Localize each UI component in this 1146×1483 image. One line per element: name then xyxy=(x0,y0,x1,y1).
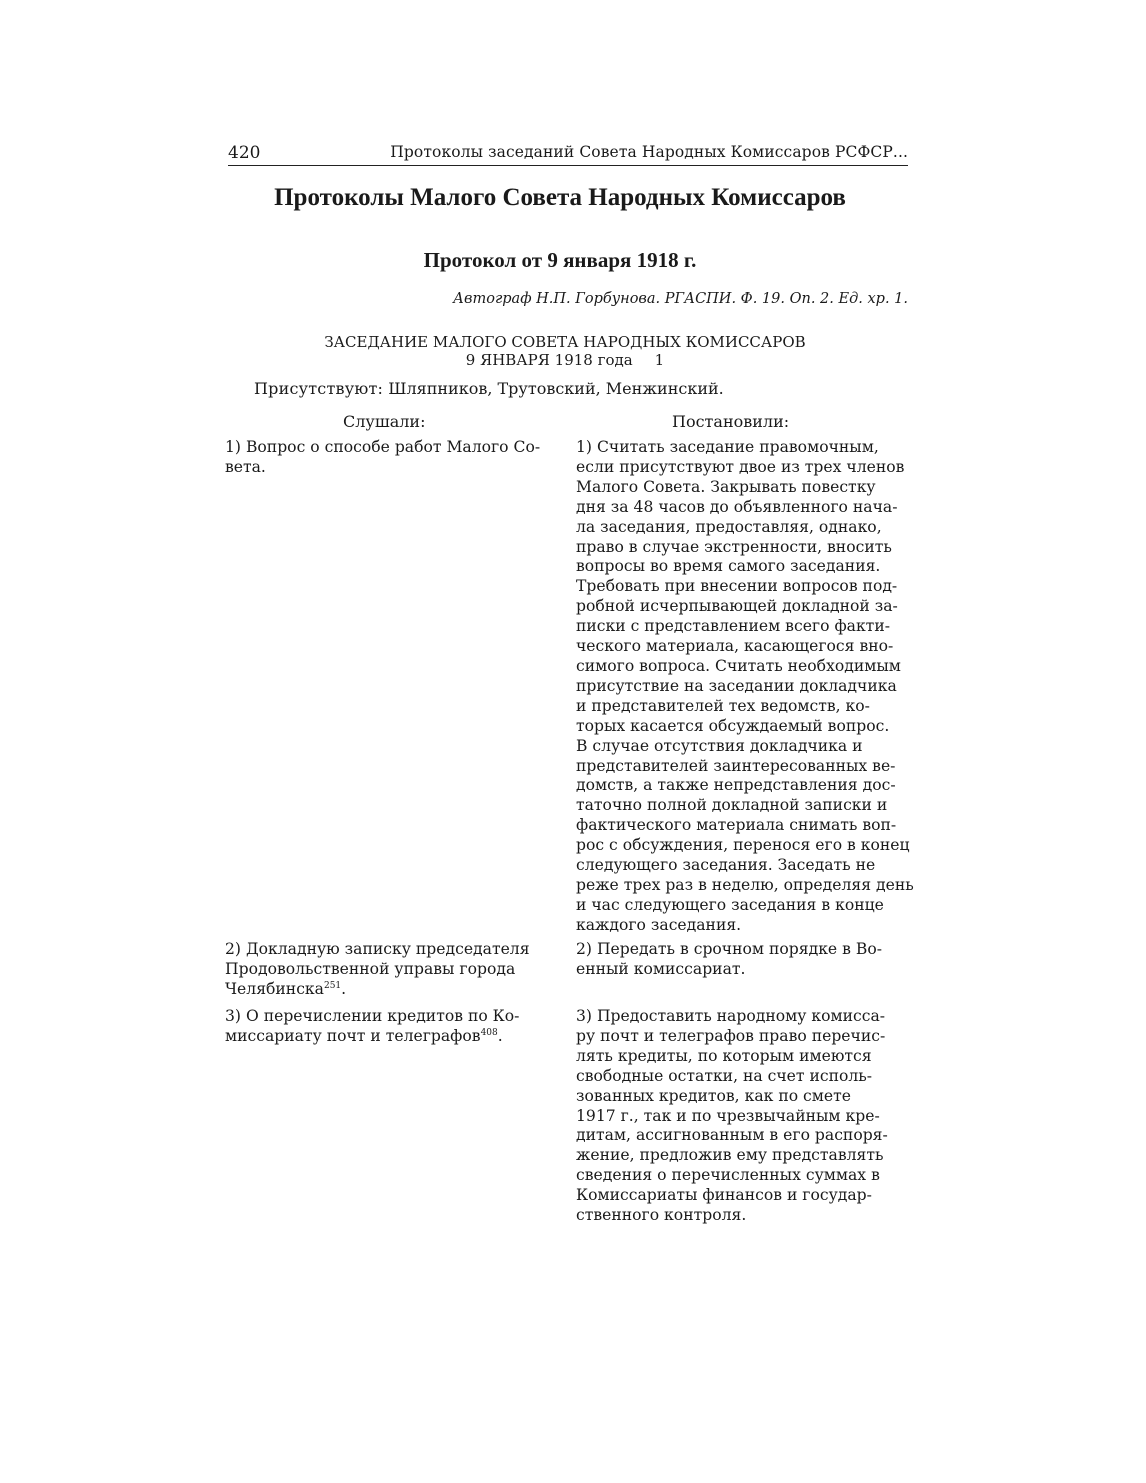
meeting-heading xyxy=(250,333,880,369)
text-line: если присутствуют двое из трех членов xyxy=(576,457,905,476)
text-line: симого вопроса. Считать необходимым xyxy=(576,656,901,675)
text-line xyxy=(225,1027,563,1047)
item-2-resolved xyxy=(576,940,928,980)
text-line: рос с обсуждения, перенося его в конец xyxy=(576,836,910,855)
text-line: Продовольственной управы города xyxy=(225,959,516,978)
text-line: 3) Предоставить народному комисса- xyxy=(576,1007,886,1025)
text-line: ру почт и телеграфов право перечис- xyxy=(576,1026,886,1045)
text-line: 2) Докладную записку председателя xyxy=(225,940,530,958)
text-line: Малого Совета. Закрывать повестку xyxy=(576,477,876,496)
protocol-title: Протокол от 9 января 1918 г. xyxy=(423,248,697,272)
text-line: следующего заседания. Заседать не xyxy=(576,856,876,875)
text-line: Комиссариаты финансов и государ- xyxy=(576,1186,872,1205)
text-line: 1) Вопрос о способе работ Малого Со- xyxy=(225,438,541,456)
text-line: вета. xyxy=(225,457,266,476)
attendance-names: Шляпников, Трутовский, Менжинский. xyxy=(388,379,724,398)
section-title: Протоколы Малого Совета Народных Комиссаров xyxy=(274,184,846,211)
attendance-label: Присутствуют: xyxy=(254,379,384,398)
running-header xyxy=(228,143,908,166)
page-number: 420 xyxy=(228,143,261,163)
text-line: дитам, ассигнованным в его распоря- xyxy=(576,1126,888,1145)
text-line: жение, предложив ему представлять xyxy=(576,1146,884,1165)
item-1-heard xyxy=(225,438,563,478)
text-line: торых касается обсуждаемый вопрос. xyxy=(576,716,890,735)
text-line: право в случае экстренности, вносить xyxy=(576,537,892,556)
text-line: Требовать при внесении вопросов под- xyxy=(576,577,898,596)
text-line: фактического материала снимать воп- xyxy=(576,816,897,835)
text-line: лять кредиты, по которым имеются xyxy=(576,1046,872,1065)
text-line xyxy=(225,980,563,1000)
text-line: ла заседания, предоставляя, однако, xyxy=(576,517,882,536)
footnote-ref: 251 xyxy=(323,980,342,991)
text-line: робной исчерпывающей докладной за- xyxy=(576,597,898,616)
text-line: сведения о перечисленных суммах в xyxy=(576,1166,880,1185)
text-line: представителей заинтересованных ве- xyxy=(576,756,896,775)
text-line: дня за 48 часов до объявленного нача- xyxy=(576,497,898,516)
text-line: 1917 г., так и по чрезвычайным кре- xyxy=(576,1106,880,1125)
text-line: ственного контроля. xyxy=(576,1206,747,1225)
meeting-heading-line1: ЗАСЕДАНИЕ МАЛОГО СОВЕТА НАРОДНЫХ КОМИССАРОВ xyxy=(324,333,806,351)
item-2-heard xyxy=(225,940,563,1000)
footnote-marker: 1 xyxy=(654,351,665,369)
running-title: Протоколы заседаний Совета Народных Комиссаров РСФСР... xyxy=(390,143,908,161)
text-line: и час следующего заседания в конце xyxy=(576,895,884,914)
item-1-resolved xyxy=(576,438,928,936)
text-line: зованных кредитов, как по смете xyxy=(576,1086,852,1105)
text-fragment: . xyxy=(497,1026,503,1045)
text-line: вопросы во время самого заседания. xyxy=(576,557,881,576)
meeting-heading-line2 xyxy=(250,351,880,369)
meeting-date: 9 ЯНВАРЯ 1918 года xyxy=(465,351,633,369)
text-line: присутствие на заседании докладчика xyxy=(576,676,897,695)
text-line: свободные остатки, на счет исполь- xyxy=(576,1066,873,1085)
text-line: 2) Передать в срочном порядке в Во- xyxy=(576,940,882,958)
attendance xyxy=(254,379,724,398)
text-line: В случае отсутствия докладчика и xyxy=(576,736,863,755)
text-fragment: Челябинска xyxy=(225,979,324,998)
text-line: писки с представлением всего факти- xyxy=(576,617,890,636)
footnote-ref: 408 xyxy=(480,1027,498,1038)
item-3-heard xyxy=(225,1007,563,1047)
text-line: енный комиссариат. xyxy=(576,959,746,978)
column-heading-resolved: Постановили: xyxy=(672,412,790,431)
text-line: ческого материала, касающегося вно- xyxy=(576,637,894,656)
column-heading-heard: Слушали: xyxy=(343,412,426,431)
text-fragment: миссариату почт и телеграфов xyxy=(225,1026,481,1045)
text-line: и представителей тех ведомств, ко- xyxy=(576,696,870,715)
text-fragment: . xyxy=(341,979,347,998)
source-note: Автограф Н.П. Горбунова. РГАСПИ. Ф. 19. Оп. 2. Ед. хр. 1. xyxy=(453,291,908,307)
text-line: таточно полной докладной записки и xyxy=(576,796,888,815)
item-3-resolved xyxy=(576,1007,928,1226)
text-line: 3) О перечислении кредитов по Ко- xyxy=(225,1007,520,1025)
text-line: каждого заседания. xyxy=(576,915,742,934)
text-line: домств, а также непредставления дос- xyxy=(576,776,896,795)
text-line: реже трех раз в неделю, определяя день xyxy=(576,875,914,894)
text-line: 1) Считать заседание правомочным, xyxy=(576,438,879,456)
